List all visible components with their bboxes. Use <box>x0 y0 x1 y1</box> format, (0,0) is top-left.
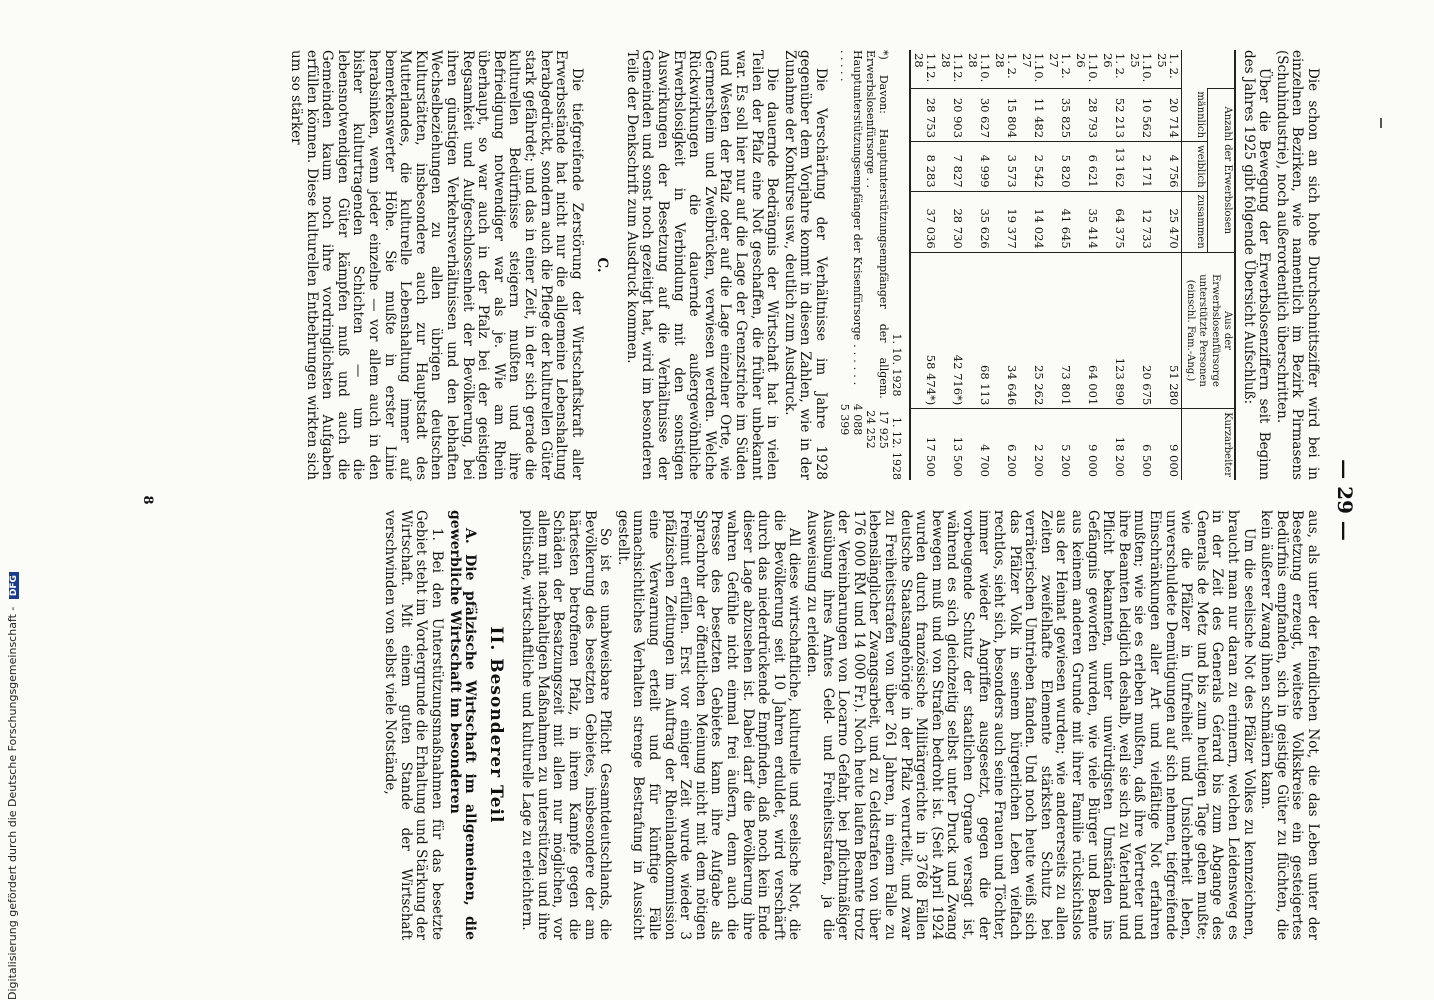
footnote-date-1: 1. 10. 1928 <box>890 333 904 397</box>
table-cell: 8 283 <box>910 142 938 192</box>
table-cell: 18 200 <box>1100 409 1127 480</box>
footnote-value: 17 925 <box>877 410 891 449</box>
table-cell: 1.10. 25 <box>1127 53 1155 83</box>
table-cell: 1.10. 26 <box>1073 53 1101 83</box>
section-heading-c: C. <box>594 257 611 273</box>
table-cell: 13 500 <box>938 409 965 480</box>
table-row <box>910 50 938 480</box>
table-cell: 1. 2. 28 <box>992 53 1020 79</box>
body-paragraph: All diese wirtschaftliche, kulturelle und seelische Not, die die Bevölkerung seit 10 Jahren erduldet, wird verschärft durch das niederdrückende Empfinden, daß noch kein Ende dieser Lage abzusehen ist. Dabei darf die Bevölkerung ihre wahren Gefühle nicht einmal frei äußern, denn auch die Presse des besetzten Gebietes kann ihre Aufgabe als Sprachrohr der öffentlichen Meinung nicht mit dem nötigen Freimut erfüllen. Erst vor einiger Zeit wurde wieder 3 pfälzischen Zeitungen im Auftrag der Rheinlandkommission eine Verwarnung erteilt und für künftige Fälle unnachsichtliches Verhalten strenge Bestrafung in Aussicht gestellt. <box>614 510 803 940</box>
table-cell: 25 262 <box>1019 252 1046 409</box>
table-footnote <box>838 50 903 480</box>
footnote-text-2: Hauptunterstützungsempfänger der Krisenfürsorge . . . . . . . . . . . <box>838 50 865 386</box>
table-header-supported: Aus der Erwerbslosenfürsorge unterstützte Personen (einschl. Fam.-Ang.) <box>1182 252 1236 409</box>
table-cell: 20 714 <box>1154 88 1182 141</box>
footnote-value: 4 088 <box>851 403 865 436</box>
body-paragraph: So ist es unabweisbare Pflicht Gesamtdeutschlands, die Bevölkerung des besetzten Gebietes, insbesondere der am härtesten betroffenen Pfalz, in ihrem Kampfe gegen die Schäden der Besatzungszeit mit allen nur möglichen, vor allem mit nachhaltigen Maßnahmen zu unterstützen und ihre politische, wirtschaftliche und kulturelle Lage zu erleichtern. <box>519 510 614 940</box>
table-row <box>1100 50 1127 480</box>
body-paragraph: Die Verschärfung der Verhältnisse im Jahre 1928 gegenüber dem Vorjahre kommt in diesen Zahlen, wie in der Zunahme der Konkurse usw., deutlich zum Ausdruck. <box>781 50 830 480</box>
right-column <box>380 510 1320 940</box>
digitization-credit <box>6 572 19 1000</box>
body-paragraph: Die dauernde Bedrängnis der Wirtschaft hat in vielen Teilen der Pfalz eine Not geschaffen, die früher unbekannt war. Es soll hier nur auf die Lage der Grenzstriche im Süden und Westen der Pfalz oder auf die Lage einzelner Orte, wie Germersheim und Zweibrücken, verwiesen werden. Welche Rückwirkungen die dauernde außergewöhnliche Erwerbslosigkeit in Verbindung mit den sonstigen Auswirkungen der Besetzung auf die Verhältnisse der Gemeinden und sonst noch gezeitigt hat, wird im besonderen Teile der Denkschrift zum Ausdruck kommen. <box>623 50 781 480</box>
table-row <box>992 50 1019 480</box>
table-cell: 5 200 <box>1046 409 1073 480</box>
table-cell: 3 573 <box>992 142 1019 192</box>
table-cell: 13 162 <box>1100 142 1127 192</box>
footnote-row-2 <box>838 50 864 480</box>
part-title: II. Besonderer Teil <box>485 626 506 824</box>
table-cell: 15 804 <box>992 88 1019 141</box>
table-cell: 35 414 <box>1073 191 1100 252</box>
table-cell: 1. 2. 27 <box>1046 53 1074 79</box>
footnote-value: 5 399 <box>838 403 852 436</box>
table-cell: 6 621 <box>1073 142 1100 192</box>
body-paragraph: Um die seelische Not des Pfälzer Volkes zu kennzeichnen, braucht man nur daran zu erinnern, welchen Leidensweg es in der Zeit des Generals Gérard bis zum Abgange des Generals de Metz und bis zum heutigen Tage gehen mußte; wie die Pfälzer in Unfreiheit und Unsicherheit leben, unverschuldete Demütigungen auf sich nehmen, tiefgreifende Einschränkungen aller Art und vielfältige Not erfahren mußten; wie sie es erleben mußten, daß ihre Vertreter und ihre Beamten lediglich deshalb, weil sie sich zu Vaterland und Pflicht bekannten, unter unwürdigsten Umständen ins Gefängnis geworfen wurden, wie viele Bürger und Beamte aus keinem anderen Grunde mit ihrer Familie rücksichtslos aus der Heimat gewiesen wurden; wie andererseits zu allen Zeiten zweifelhafte Elemente stärksten Schutz bei verräterischen Umtrieben fanden. Und noch heute weiß sich das Pfälzer Volk in seinem bürgerlichen Leben vielfach rechtlos, sieht sich, besonders auch seine Frauen und Töchter, immer wieder Angriffen ausgesetzt, gegen die der vorbeugende Schutz der staatlichen Organe versagt ist, während es sich gleichzeitig selbst unter Druck und Zwang bewegen muß und von Strafen bedroht ist. (Seit April 1924 wurden durch französische Militärgerichte in 3768 Fällen deutsche Staatsangehörige in der Pfalz verurteilt, und zwar zu Freiheitsstrafen von über 261 Jahren, in einem Falle zu lebenslänglicher Zwangsarbeit, und zu Geldstrafen von über 176 000 RM und 14 000 Fr.). Noch heute laufen Beamte trotz der Vereinbarungen von Locarno Gefahr, bei pflichtmäßiger Ausübung ihres Amtes Geld- und Freiheitsstrafen, ja die Ausweisung zu erleiden. <box>804 510 1257 940</box>
table-cell: 64 001 <box>1073 252 1100 409</box>
table-cell: 12 733 <box>1127 191 1154 252</box>
table-cell: 41 645 <box>1046 191 1073 252</box>
table-row <box>938 50 965 480</box>
table-cell: 42 716*) <box>938 252 965 409</box>
table-cell: 30 627 <box>965 88 992 141</box>
bottom-number: 8 <box>140 495 155 505</box>
table-cell: 20 903 <box>938 88 965 141</box>
table-cell: 51 280 <box>1154 252 1182 409</box>
table-cell: 1.12. 28 <box>910 50 938 88</box>
table-cell: 123 890 <box>1100 252 1127 409</box>
table-cell: 28 793 <box>1073 88 1100 141</box>
table-header-female: weiblich <box>1182 142 1208 192</box>
margin-mark <box>1380 118 1382 128</box>
sub-title: A. Die pfälzische Wirtschaft im allgemeinen, die gewerbliche Wirtschaft im besonderen <box>446 510 479 940</box>
table-row <box>1127 50 1154 480</box>
table-header-male: männlich <box>1182 88 1208 141</box>
footnote-value: 24 252 <box>864 410 878 449</box>
table-row <box>1046 50 1073 480</box>
body-paragraph: aus, als unter der feindlichen Not, die das Leben unter der Besetzung erzeugt, weiteste Volkskreise ein gesteigertes Bedürfnis empfanden, sich in geistige Güter zu flüchten, die kein äußerer Zwang ihnen schmälern kann. <box>1258 510 1321 940</box>
table-cell: 9 000 <box>1154 409 1182 480</box>
unemployment-table <box>909 50 1236 480</box>
table-cell: 1.12. 28 <box>938 53 966 83</box>
table-cell: 14 024 <box>1019 191 1046 252</box>
table-cell: 35 825 <box>1046 88 1073 141</box>
table-cell: 4 700 <box>965 409 992 480</box>
table-cell: 10 562 <box>1127 88 1154 141</box>
table-cell: 6 500 <box>1127 409 1154 480</box>
table-header-date <box>1182 50 1236 88</box>
table-cell: 58 474*) <box>910 252 938 409</box>
table-cell: 34 646 <box>992 252 1019 409</box>
table-cell: 7 827 <box>938 142 965 192</box>
table-cell: 1.10. 27 <box>1019 53 1047 83</box>
table-cell: 20 675 <box>1127 252 1154 409</box>
table-cell: 1. 2. 25 <box>1154 53 1182 79</box>
body-paragraph: 1. Bei den Unterstützungsmaßnahmen für das besetzte Gebiet steht im Vordergrunde die Erhaltung und Stärkung der Wirtschaft. Mit einem guten Stande der Wirtschaft verschwinden von selbst viele Notstände, <box>382 510 445 940</box>
table-header-short-time: Kurzarbeiter <box>1182 409 1236 480</box>
table-header-total: zusammen <box>1182 191 1208 252</box>
table-cell: 1. 2. 26 <box>1100 53 1128 79</box>
table-row <box>965 50 992 480</box>
table-row <box>1073 50 1100 480</box>
footnote-text-1: *) Davon: Hauptunterstützungsempfänger der allgem. Erwerbslosenfürsorge . . <box>864 50 891 399</box>
document-page <box>130 50 1357 950</box>
table-row <box>1154 50 1182 480</box>
dfg-logo: DFG <box>9 572 19 599</box>
table-cell: 2 542 <box>1019 142 1046 192</box>
footnote-dates-row <box>890 50 903 480</box>
table-cell: 19 377 <box>992 191 1019 252</box>
table-cell: 5 820 <box>1046 142 1073 192</box>
credit-text: Digitalisierung gefördert durch die Deutsche Forschungsgemeinschaft - <box>6 606 19 1000</box>
table-cell: 64 375 <box>1100 191 1127 252</box>
table-cell: 2 200 <box>1019 409 1046 480</box>
table-cell: 73 801 <box>1046 252 1073 409</box>
table-cell: 4 999 <box>965 142 992 192</box>
left-column <box>285 50 1320 480</box>
table-cell: 35 626 <box>965 191 992 252</box>
page-number: — 29 — <box>1333 459 1357 541</box>
intro-paragraph: Die schon an sich hohe Durchschnittsziffer wird bei in einzelnen Bezirken, wie namentlich im Bezirk Pirmasens (Schuhindustrie), noch außerordentlich überschritten. <box>1273 50 1321 480</box>
footnote-row-1 <box>864 50 890 480</box>
table-cell: 52 213 <box>1100 88 1127 141</box>
table-cell: 11 482 <box>1019 88 1046 141</box>
table-cell: 4 756 <box>1154 142 1182 192</box>
table-cell: 28 753 <box>910 88 938 141</box>
table-cell: 1.10. 28 <box>965 53 993 83</box>
footnote-date-2: 1. 12. 1928 <box>890 417 904 480</box>
table-cell: 68 113 <box>965 252 992 409</box>
body-paragraph: Die tiefgreifende Zerstörung der Wirtschaftskraft aller Erwerbsstände hat nicht nur die allgemeine Lebenshaltung herabgedrückt, sondern auch die Pflege der kulturellen Güter stark gefährdet; und das in einer Zeit, in der sich gerade die kulturellen Bedürfnisse steigern mußten und ihre Befriedigung notwendiger war als je. Wie am Rhein überhaupt, so war auch in der Pfalz bei der geistigen Regsamkeit und Aufgeschlossenheit der Bevölkerung, bei ihren günstigen Verkehrsverhältnissen und den lebhaften Wechselbeziehungen zu allen übrigen deutschen Kulturstätten, insbesondere auch zur Hauptstadt des Mutterlandes, die kulturelle Lebenshaltung immer auf bemerkenswerter Höhe. Sie mußte in erster Linie herabsinken, wenn jeder einzelne — vor allem auch in den bisher kulturtragenden Schichten — um die lebensnotwendigen Güter kämpfen muß und auch die Gemeinden kaum noch ihre vordringlichsten Aufgaben erfüllen können. Diese kulturellen Entbehrungen wirkten sich um so stärker <box>288 50 585 480</box>
table-cell: 28 730 <box>938 191 965 252</box>
table-cell: 9 000 <box>1073 409 1100 480</box>
table-body <box>910 50 1182 480</box>
table-cell: 25 470 <box>1154 191 1182 252</box>
table-header-group: Anzahl der Erwerbslosen <box>1208 88 1235 252</box>
table-cell: 6 200 <box>992 409 1019 480</box>
table-cell: 37 036 <box>910 191 938 252</box>
table-cell: 2 171 <box>1127 142 1154 192</box>
table-row <box>1019 50 1046 480</box>
intro-paragraph-2: Über die Bewegung der Erwerbslosenziffern seit Beginn des Jahres 1925 gibt folgende Übersicht Aufschluß: <box>1240 50 1273 480</box>
table-cell: 17 500 <box>910 409 938 480</box>
